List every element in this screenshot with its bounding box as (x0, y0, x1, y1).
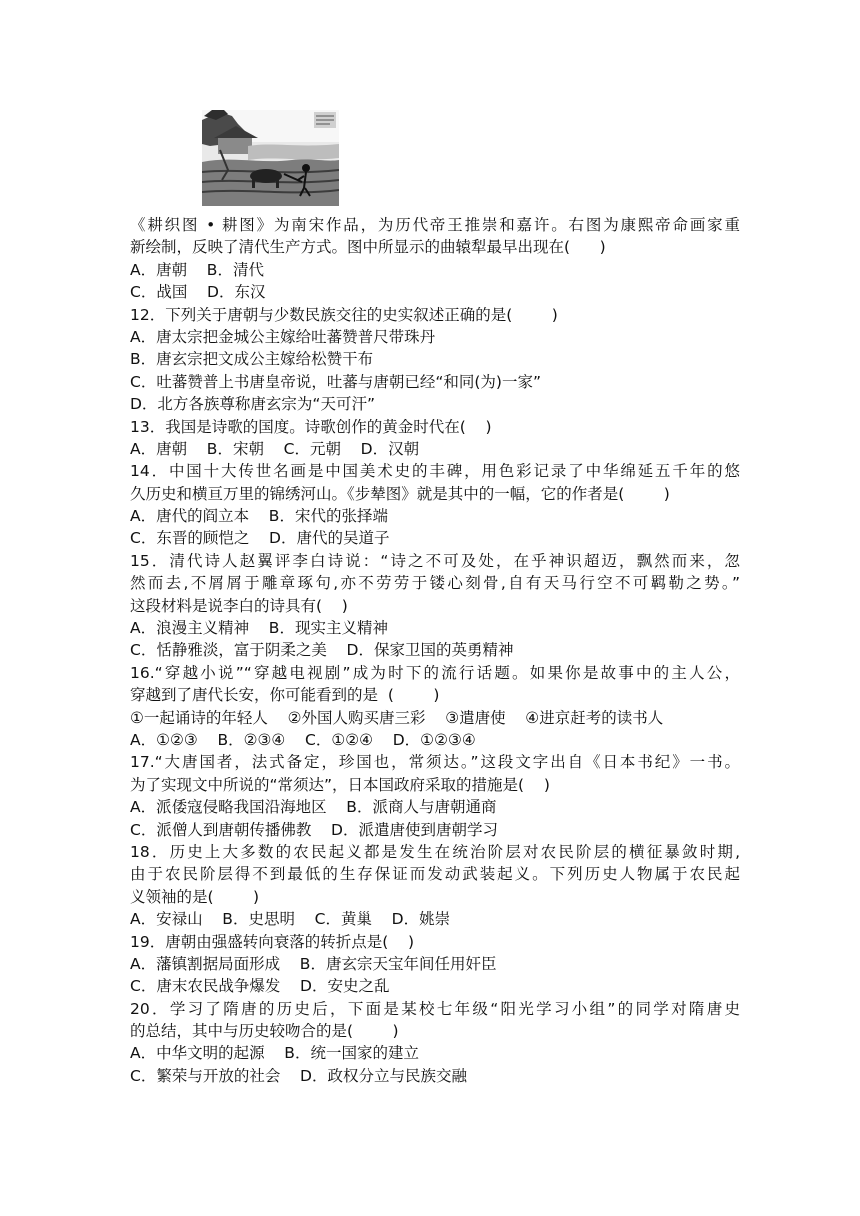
option-line: A．唐代的阎立本 B．宋代的张择端 (130, 507, 388, 526)
question-17-stem: 为了实现文中所说的“常须达”，日本国政府采取的措施是( ) (130, 775, 550, 794)
option-line: A．唐朝 B．宋朝 C．元朝 D．汉朝 (130, 439, 420, 458)
option-line: C．东晋的顾恺之 D．唐代的吴道子 (130, 529, 390, 548)
question-14-stem: 14．中国十大传世名画是中国美术史的丰碑，用色彩记录了中华绵延五千年的悠 (130, 462, 740, 481)
question-15-stem: 15．清代诗人赵翼评李白诗说：“诗之不可及处，在乎神识超迈，飘然而来，忽 (130, 551, 740, 570)
option-line: C．唐末农民战争爆发 D．安史之乱 (130, 977, 390, 996)
question-18-stem: 由于农民阶层得不到最低的生存保证而发动武装起义。下列历史人物属于农民起 (130, 865, 740, 884)
question-18-stem: 18．历史上大多数的农民起义都是发生在统治阶层对农民阶层的横征暴敛时期, (130, 842, 740, 861)
option-line: A．中华文明的起源 B．统一国家的建立 (130, 1044, 419, 1063)
question-16-stem: 16.“穿越小说”“穿越电视剧”成为时下的流行话题。如果你是故事中的主人公， (130, 663, 740, 682)
question-15-stem: 这段材料是说李白的诗具有( ) (130, 596, 348, 615)
intro-line: 《耕织图 • 耕图》为南宋作品，为历代帝王推崇和嘉许。右图为康熙帝命画家重 (130, 216, 740, 234)
plowing-painting-image (202, 110, 339, 206)
option-line: A．派倭寇侵略我国沿海地区 B．派商人与唐朝通商 (130, 798, 497, 817)
option-line: A．安禄山 B．史思明 C．黄巢 D．姚崇 (130, 910, 451, 929)
exam-page (130, 0, 740, 1216)
option-line: B．唐玄宗把文成公主嫁给松赞干布 (130, 350, 374, 369)
option-line: C．战国 D．东汉 (130, 283, 266, 302)
option-line: C．恬静雅淡，富于阴柔之美 D．保家卫国的英勇精神 (130, 641, 514, 660)
option-line: C．繁荣与开放的社会 D．政权分立与民族交融 (130, 1066, 467, 1085)
option-line: A．唐朝 B．清代 (130, 260, 264, 279)
question-12-stem: 12．下列关于唐朝与少数民族交往的史实叙述正确的是( ) (130, 305, 558, 324)
question-20-stem: 的总结，其中与历史较吻合的是( ) (130, 1022, 399, 1041)
question-18-stem: 义领袖的是( ) (130, 887, 260, 906)
question-17-stem: 17.“大唐国者，法式备定，珍国也，常须达。”这段文字出自《日本书纪》一书。 (130, 753, 740, 772)
question-20-stem: 20．学习了隋唐的历史后，下面是某校七年级“阳光学习小组”的同学对隋唐史 (130, 999, 740, 1018)
option-line: D．北方各族尊称唐玄宗为“天可汗” (130, 395, 375, 414)
option-line: A．①②③ B．②③④ C．①②④ D．①②③④ (130, 730, 476, 749)
question-15-stem: 然而去,不屑屑于雕章琢句,亦不劳劳于镂心刻骨,自有天马行空不可羁勒之势。” (130, 574, 740, 593)
option-line: C．吐蕃赞普上书唐皇帝说，吐蕃与唐朝已经“和同(为)一家” (130, 372, 541, 391)
option-line: A．唐太宗把金城公主嫁给吐蕃赞普尺带珠丹 (130, 327, 436, 346)
plowing-scene-illustration (202, 110, 339, 206)
intro-line: 新绘制，反映了清代生产方式。图中所显示的曲辕犁最早出现在( ) (130, 238, 606, 257)
option-line: A．浪漫主义精神 B．现实主义精神 (130, 619, 388, 638)
question-13-stem: 13．我国是诗歌的国度。诗歌创作的黄金时代在( ) (130, 417, 492, 436)
question-text (130, 214, 740, 1087)
question-16-stem: 穿越到了唐代长安，你可能看到的是 ( ) (130, 686, 440, 705)
question-19-stem: 19．唐朝由强盛转向衰落的转折点是( ) (130, 932, 415, 951)
option-line: C．派僧人到唐朝传播佛教 D．派遣唐使到唐朝学习 (130, 820, 498, 839)
question-14-stem: 久历史和横亘万里的锦绣河山。《步辇图》就是其中的一幅，它的作者是( ) (130, 484, 670, 503)
option-line: A．藩镇割据局面形成 B．唐玄宗天宝年间任用奸臣 (130, 954, 497, 973)
option-line: ①一起诵诗的年轻人 ②外国人购买唐三彩 ③遣唐使 ④进京赶考的读书人 (130, 708, 664, 727)
